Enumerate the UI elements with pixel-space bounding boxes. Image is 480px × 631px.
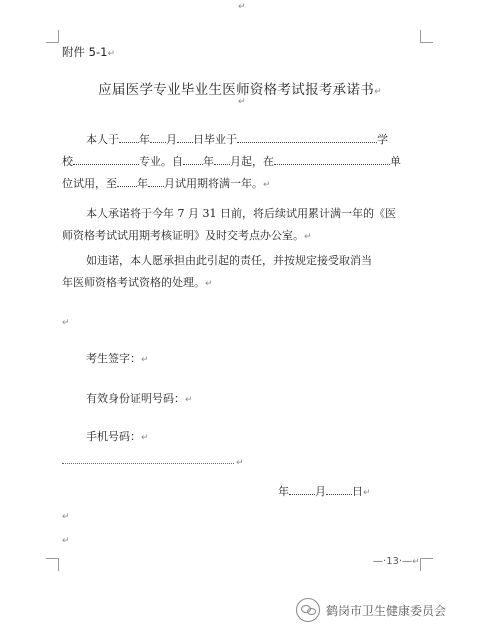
paragraph-mark-icon: ↵ xyxy=(263,180,271,190)
paragraph-mark-icon: ↵ xyxy=(62,536,70,546)
commitment-paragraph-3: 如违诺，本人愿承担由此引起的责任，并按规定接受取消当 年医师资格考试资格的处理。↵ xyxy=(62,254,372,289)
id-number-field: 有效身份证明号码：↵ xyxy=(86,392,193,405)
commitment-paragraph-1: 本人于 年 月 日毕业于 学 校 专业。自 年 月起，在 单 位试用，至 年 月试用期将满一年。↵ xyxy=(62,133,401,190)
paragraph-mark-icon: ↵ xyxy=(62,318,70,328)
paragraph-mark-icon: ↵ xyxy=(374,87,382,97)
page-number: —·13·—↵ xyxy=(373,556,420,567)
paragraph-mark-icon: ↵ xyxy=(205,279,213,289)
crop-mark-top-right xyxy=(420,30,433,43)
blank-school xyxy=(237,132,377,143)
paragraph-mark-icon: ↵ xyxy=(238,97,246,107)
blank-day xyxy=(177,132,193,143)
blank-year xyxy=(119,132,139,143)
blank-start-year xyxy=(183,154,203,165)
paragraph-mark-icon: ↵ xyxy=(107,49,115,59)
blank-unit xyxy=(274,154,390,165)
wechat-logo-icon xyxy=(296,598,320,622)
paragraph-mark-icon: ↵ xyxy=(412,557,420,567)
blank-sign-day xyxy=(326,484,352,495)
signature-field: 考生签字：↵ xyxy=(86,352,149,365)
crop-mark-bottom-right xyxy=(420,558,433,571)
paragraph-mark-icon: ↵ xyxy=(363,488,371,498)
paragraph-mark-icon: ↵ xyxy=(185,395,193,405)
blank-month xyxy=(150,132,166,143)
blank-major xyxy=(73,154,139,165)
blank-end-month xyxy=(148,176,164,187)
document-title: 应届医学专业毕业生医师资格考试报考承诺书↵ xyxy=(98,82,382,98)
paragraph-mark-icon: ↵ xyxy=(236,458,244,468)
attachment-label: 附件 5-1↵ xyxy=(62,45,115,59)
watermark: 鹤岗市卫生健康委员会 xyxy=(296,598,446,622)
phone-field: 手机号码：↵ xyxy=(86,430,149,443)
signature-dotted-line xyxy=(62,459,234,464)
paragraph-mark-icon: ↵ xyxy=(141,355,149,365)
commitment-paragraph-2: 本人承诺将于今年 7 月 31 日前，将后续试用累计满一年的《医 师资格考试试用期考核证明》及时交考点办公室。↵ xyxy=(62,207,396,242)
date-line: 年 月 日↵ xyxy=(278,485,371,498)
blank-end-year xyxy=(117,176,137,187)
paragraph-mark-icon: ↵ xyxy=(62,512,70,522)
blank-sign-month xyxy=(289,484,315,495)
paragraph-mark-icon: ↵ xyxy=(141,433,149,443)
crop-mark-top-left xyxy=(46,30,59,43)
blank-start-month xyxy=(214,154,230,165)
crop-mark-bottom-left xyxy=(46,558,59,571)
paragraph-mark-icon: ↵ xyxy=(238,2,246,12)
paragraph-mark-icon: ↵ xyxy=(304,232,312,242)
